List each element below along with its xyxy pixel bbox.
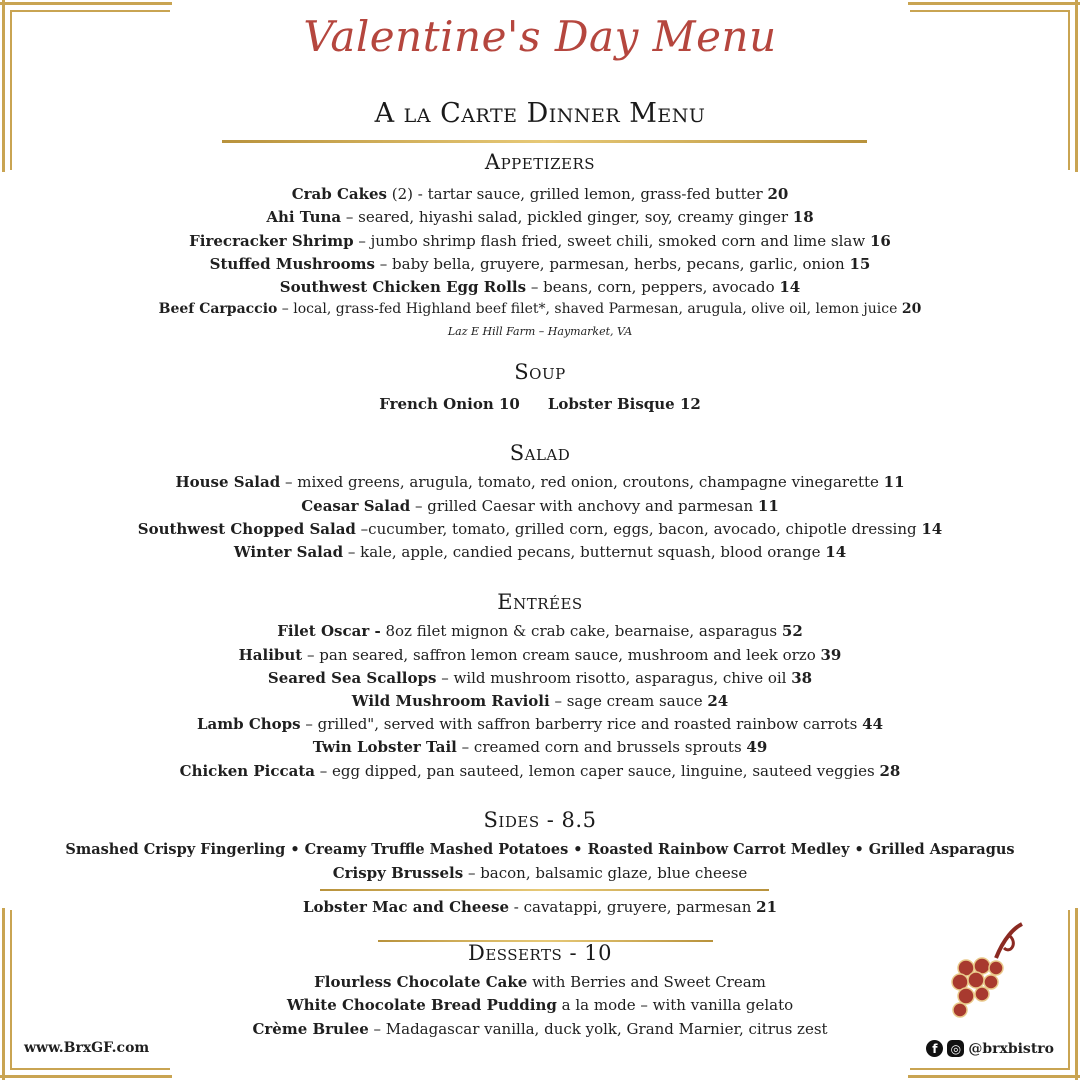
section-title-soup: Soup [514,360,566,384]
menu-item [0,543,1080,561]
item-desc: – jumbo shrimp flash fried, sweet chili, smoked corn and lime slaw [353,232,870,250]
menu-item [0,497,1080,515]
social-footer [926,1040,1054,1057]
title-divider [222,140,867,143]
side-separator: • [568,841,588,858]
menu-item [0,301,1080,317]
item-name: Flourless Chocolate Cake [314,973,528,991]
section-title-desserts: Desserts - 10 [467,941,612,965]
item-name: Halibut [238,646,303,664]
corner-frame-bottom-left-h [0,1075,172,1078]
section-title-appetizers: Appetizers [484,150,596,174]
side-item: Creamy Truffle Mashed Potatoes [304,841,569,858]
item-desc: – grilled Caesar with anchovy and parmesan [410,497,758,515]
menu-item [0,762,1080,780]
farm-note: Laz E Hill Farm – Haymarket, VA [447,325,633,338]
menu-item [0,898,1080,916]
item-price: 20 [767,185,789,203]
item-desc: – egg dipped, pan sauteed, lemon caper sauce, linguine, sauteed veggies [315,762,880,780]
item-price: 15 [849,255,871,273]
item-desc: – creamed corn and brussels sprouts [456,738,747,756]
website-link[interactable]: www.BrxGF.com [24,1040,150,1056]
corner-frame-bottom-left-v [2,908,5,1080]
item-price: 20 [901,301,922,317]
menu-item [0,738,1080,756]
menu-item [0,232,1080,250]
item-price: 39 [820,646,842,664]
menu-item [0,208,1080,226]
item-price: 18 [792,208,814,226]
menu-item [0,973,1080,991]
grapes-icon [944,918,1028,1022]
menu-item [0,185,1080,203]
item-name: Lamb Chops [196,715,301,733]
item-desc: – beans, corn, peppers, avocado [526,278,780,296]
section-title-entrees: Entrées [497,590,583,614]
menu-item [0,715,1080,733]
item-name: Wild Mushroom Ravioli [351,692,550,710]
soup-item: French Onion 10 [379,395,520,413]
corner-frame-bottom-right-v [1075,908,1078,1080]
item-price: 28 [879,762,901,780]
item-desc: –cucumber, tomato, grilled corn, eggs, bacon, avocado, chipotle dressing [355,520,922,538]
soup-item: Lobster Bisque 12 [547,395,701,413]
menu-item [0,622,1080,640]
menu-item [0,669,1080,687]
menu-item [0,864,1080,882]
item-name: Beef Carpaccio [158,301,278,317]
item-desc: – baby bella, gruyere, parmesan, herbs, pecans, garlic, onion [374,255,850,273]
menu-item [0,646,1080,664]
item-name: Stuffed Mushrooms [209,255,375,273]
item-price: 16 [869,232,891,250]
item-name: Lobster Mac and Cheese [302,898,509,916]
menu-item [0,692,1080,710]
item-price: 11 [757,497,779,515]
item-price: 52 [781,622,803,640]
side-separator: • [849,841,869,858]
item-desc: (2) - tartar sauce, grilled lemon, grass-fed butter [387,185,768,203]
sides-list [0,841,1080,858]
item-price: 14 [825,543,847,561]
item-price: 49 [746,738,768,756]
item-name: House Salad [175,473,281,491]
item-name: Crab Cakes [291,185,387,203]
item-price: 21 [756,898,778,916]
side-item: Roasted Rainbow Carrot Medley [587,841,850,858]
side-item: Smashed Crispy Fingerling [65,841,286,858]
item-price: 38 [791,669,813,687]
section-title-salad: Salad [509,441,571,465]
item-name: Southwest Chopped Salad [137,520,356,538]
menu-item [0,255,1080,273]
item-price: 24 [707,692,729,710]
item-name: White Chocolate Bread Pudding [286,996,557,1014]
section-title-sides: Sides - 8.5 [483,808,597,832]
menu-item [0,996,1080,1014]
item-desc: - cavatappi, gruyere, parmesan [509,898,757,916]
item-desc: – pan seared, saffron lemon cream sauce, mushroom and leek orzo [302,646,821,664]
item-name: Southwest Chicken Egg Rolls [279,278,527,296]
menu-item [0,1020,1080,1038]
item-price: 11 [883,473,905,491]
corner-frame-bottom-right-h [908,1075,1080,1078]
item-desc: – wild mushroom risotto, asparagus, chive oil [436,669,792,687]
menu-item [0,278,1080,296]
item-name: Crème Brulee [252,1020,369,1038]
item-name: Filet Oscar - [277,622,381,640]
item-desc: – local, grass-fed Highland beef filet*, shaved Parmesan, arugula, olive oil, lemon juice [277,301,902,317]
menu-item [0,473,1080,491]
item-name: Winter Salad [233,543,344,561]
item-desc: – sage cream sauce [549,692,708,710]
item-desc: – grilled", served with saffron barberry rice and roasted rainbow carrots [300,715,863,733]
item-name: Ahi Tuna [266,208,342,226]
item-desc: – Madagascar vanilla, duck yolk, Grand Marnier, citrus zest [368,1020,828,1038]
script-title: Valentine's Day Menu [303,12,777,61]
item-price: 14 [779,278,801,296]
social-handle[interactable]: @brxbistro [968,1040,1054,1057]
facebook-icon[interactable]: f [926,1040,943,1057]
item-price: 44 [862,715,884,733]
side-item: Grilled Asparagus [868,841,1015,858]
item-name: Crispy Brussels [332,864,464,882]
item-name: Chicken Piccata [179,762,315,780]
main-title: A la Carte Dinner Menu [374,98,706,129]
corner-frame-top-right-h [908,2,1080,5]
soup-items [0,395,1080,413]
item-desc: with Berries and Sweet Cream [527,973,766,991]
item-desc: – mixed greens, arugula, tomato, red onion, croutons, champagne vinegarette [280,473,884,491]
sides-divider [320,889,769,891]
menu-item [0,520,1080,538]
instagram-icon[interactable]: ◎ [947,1040,964,1057]
item-desc: – kale, apple, candied pecans, butternut squash, blood orange [343,543,826,561]
side-separator: • [285,841,305,858]
item-desc: – bacon, balsamic glaze, blue cheese [463,864,748,882]
item-desc: a la mode – with vanilla gelato [556,996,794,1014]
corner-frame-top-left-h [0,2,172,5]
item-price: 14 [921,520,943,538]
corner-frame-bottom-right-h2 [910,1068,1070,1070]
item-name: Seared Sea Scallops [267,669,437,687]
corner-frame-bottom-left-h2 [10,1068,170,1070]
item-desc: 8oz filet mignon & crab cake, bearnaise, asparagus [380,622,782,640]
item-name: Twin Lobster Tail [312,738,457,756]
item-name: Firecracker Shrimp [189,232,354,250]
item-name: Ceasar Salad [301,497,411,515]
item-desc: – seared, hiyashi salad, pickled ginger, soy, creamy ginger [341,208,793,226]
